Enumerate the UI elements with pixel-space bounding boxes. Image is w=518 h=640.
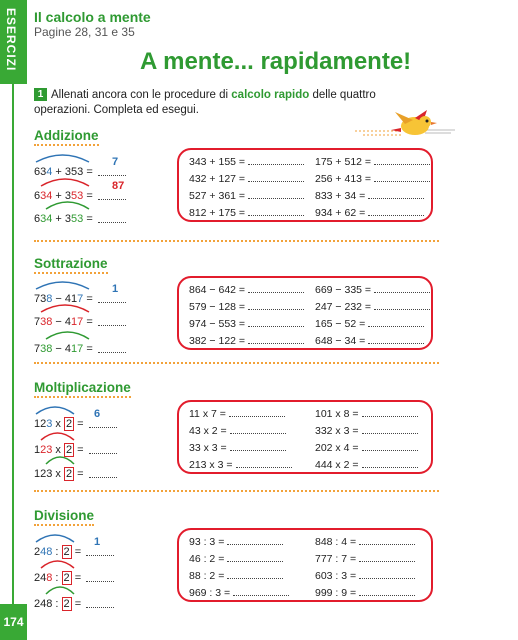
answer-blank[interactable]	[230, 426, 286, 434]
arc-arrow-icon	[34, 532, 134, 544]
operand-part: 2	[66, 418, 73, 430]
answer-blank[interactable]	[248, 285, 304, 293]
answer-blank[interactable]	[248, 302, 304, 310]
operator: −	[52, 293, 65, 305]
answer-blank[interactable]	[374, 174, 430, 182]
exercise-item	[315, 553, 415, 565]
answer-blank[interactable]	[374, 285, 430, 293]
exercise-expression: 444 x 2 =	[315, 459, 359, 471]
worked-example	[34, 458, 154, 480]
exercise-expression: 213 x 3 =	[189, 459, 233, 471]
operand-highlight: 7	[77, 293, 84, 305]
operator: −	[52, 316, 65, 328]
exercise-expression: 382 − 122 =	[189, 335, 246, 347]
operand-part: 248	[34, 598, 53, 610]
answer-blank[interactable]	[230, 443, 286, 451]
operator: :	[52, 546, 62, 558]
section-title-division: Divisione	[34, 508, 95, 523]
exercise-item	[315, 318, 424, 330]
equals-sign: =	[71, 572, 85, 584]
exercise-expression: 256 + 413 =	[315, 173, 372, 185]
example-answer: 7	[112, 156, 119, 168]
answer-blank[interactable]	[362, 426, 418, 434]
example-answer: 6	[94, 408, 101, 420]
answer-blank[interactable]	[248, 319, 304, 327]
answer-blank	[86, 546, 114, 556]
exercise-expression: 848 : 4 =	[315, 536, 357, 548]
answer-blank[interactable]	[227, 571, 283, 579]
operand-highlight: 17	[71, 343, 84, 355]
exercise-expression: 175 + 512 =	[315, 156, 372, 168]
operator: +	[52, 213, 65, 225]
operand-highlight: 23	[40, 444, 53, 456]
operator: +	[52, 166, 65, 178]
operand-part: 7	[34, 316, 41, 328]
operand-part: 3	[64, 213, 72, 225]
answer-blank[interactable]	[227, 554, 283, 562]
operand-part: 73	[34, 293, 47, 305]
exercise-expression: 247 − 232 =	[315, 301, 372, 313]
operator: x	[52, 444, 64, 456]
exercise-item	[189, 301, 304, 313]
exercise-item	[189, 408, 285, 420]
equals-sign: =	[74, 418, 87, 430]
section-divider	[34, 490, 439, 492]
operand-part: 2	[63, 572, 70, 584]
worked-example	[34, 588, 154, 610]
operator: :	[52, 598, 62, 610]
answer-blank[interactable]	[359, 537, 415, 545]
exercise-expression: 432 + 127 =	[189, 173, 246, 185]
operand-part: 7	[34, 343, 41, 355]
section-divider	[34, 362, 439, 364]
exercise-item	[189, 536, 283, 548]
exercise-item	[315, 459, 418, 471]
worked-example	[34, 434, 154, 456]
exercise-item	[315, 207, 424, 219]
example-answer: 1	[112, 283, 119, 295]
exercise-expression: 669 − 335 =	[315, 284, 372, 296]
exercise-expression: 527 + 361 =	[189, 190, 246, 202]
operand-highlight: 3	[46, 418, 53, 430]
operand-highlight: 34	[40, 190, 53, 202]
section-divider	[34, 240, 439, 242]
answer-blank	[98, 213, 126, 223]
operand-highlight: 53	[71, 190, 84, 202]
worked-example	[34, 408, 154, 430]
section-tab	[0, 0, 27, 84]
exercise-expression: 999 : 9 =	[315, 587, 357, 599]
operand-highlight: 34	[40, 213, 53, 225]
exercise-item	[315, 190, 424, 202]
exercise-item	[315, 156, 430, 168]
answer-blank[interactable]	[359, 554, 415, 562]
operand-part: 2	[65, 468, 73, 480]
side-bar	[0, 0, 27, 640]
operand-part: 6	[34, 213, 41, 225]
worked-example	[34, 306, 154, 328]
example-expression	[34, 572, 114, 584]
arc-arrow-icon	[34, 430, 134, 442]
instruction-highlight: calcolo rapido	[231, 89, 310, 101]
exercise-expression: 43 x 2 =	[189, 425, 227, 437]
exercise-item	[189, 173, 304, 185]
exercise-expression: 88 : 2 =	[189, 570, 225, 582]
section-tab-label: ESERCIZI	[4, 8, 18, 72]
answer-blank[interactable]	[248, 157, 304, 165]
operand-highlight: 17	[71, 316, 84, 328]
side-line	[12, 84, 14, 604]
operand-part: 4	[64, 316, 72, 328]
arc-arrow-icon	[34, 404, 134, 416]
section-title-subtraction: Sottrazione	[34, 256, 108, 271]
operand-highlight: 53	[71, 213, 84, 225]
operand-part: 1	[34, 444, 41, 456]
worked-example	[34, 562, 154, 584]
exercise-item	[315, 408, 418, 420]
answer-blank	[89, 418, 117, 428]
exercise-item	[315, 570, 415, 582]
answer-blank[interactable]	[374, 302, 430, 310]
exercise-expression: 833 + 34 =	[315, 190, 366, 202]
example-expression	[34, 418, 117, 430]
exercise-box	[177, 276, 433, 350]
equals-sign: =	[83, 293, 96, 305]
equals-sign: =	[74, 444, 87, 456]
equals-sign: =	[71, 598, 85, 610]
answer-blank[interactable]	[359, 571, 415, 579]
answer-blank	[98, 343, 126, 353]
exercise-item	[189, 284, 304, 296]
exercise-item	[189, 587, 289, 599]
equals-sign: =	[71, 546, 85, 558]
exercise-instruction	[34, 88, 394, 118]
page-reference: Pagine 28, 31 e 35	[34, 25, 135, 39]
operand-part: 6	[34, 190, 41, 202]
exercise-item	[315, 425, 418, 437]
operand-highlight: 4	[46, 166, 53, 178]
exercise-expression: 202 x 4 =	[315, 442, 359, 454]
answer-blank[interactable]	[368, 336, 424, 344]
exercise-expression: 864 − 642 =	[189, 284, 246, 296]
exercise-expression: 648 − 34 =	[315, 335, 366, 347]
exercise-expression: 579 − 128 =	[189, 301, 246, 313]
exercise-box	[177, 148, 433, 222]
exercise-item	[189, 459, 292, 471]
operand-part: 3	[64, 190, 72, 202]
example-expression	[34, 468, 117, 480]
answer-blank[interactable]	[248, 336, 304, 344]
answer-blank	[86, 572, 114, 582]
worked-example	[34, 156, 154, 178]
exercise-expression: 33 x 3 =	[189, 442, 227, 454]
operand-highlight: 38	[40, 343, 53, 355]
section-title-addition: Addizione	[34, 128, 99, 143]
operator: x	[52, 468, 64, 480]
exercise-item	[189, 425, 286, 437]
equals-sign: =	[83, 166, 96, 178]
operand-part: 2	[63, 546, 70, 558]
answer-blank[interactable]	[374, 157, 430, 165]
arc-arrow-icon	[34, 329, 134, 341]
exercise-expression: 777 : 7 =	[315, 553, 357, 565]
exercise-expression: 343 + 155 =	[189, 156, 246, 168]
example-expression	[34, 213, 126, 225]
operand-part: 12	[34, 418, 47, 430]
arc-arrow-icon	[34, 302, 134, 314]
exercise-number: 1	[34, 88, 47, 101]
exercise-item	[315, 173, 430, 185]
instruction-text-1: Allenati ancora con le procedure di	[51, 89, 232, 101]
example-expression	[34, 598, 114, 610]
exercise-expression: 165 − 52 =	[315, 318, 366, 330]
instruction-text-2: delle quattro operazioni. Completa ed esegui.	[34, 89, 376, 116]
answer-blank[interactable]	[229, 409, 285, 417]
exercise-item	[189, 442, 286, 454]
exercise-expression: 46 : 2 =	[189, 553, 225, 565]
exercise-item	[315, 536, 415, 548]
exercise-item	[189, 318, 304, 330]
operand-part: 2	[34, 546, 41, 558]
exercise-expression: 969 : 3 =	[189, 587, 231, 599]
exercise-item	[189, 570, 283, 582]
equals-sign: =	[83, 213, 96, 225]
operand-highlight: 8	[46, 572, 53, 584]
operator: x	[52, 418, 64, 430]
answer-blank[interactable]	[227, 537, 283, 545]
answer-blank[interactable]	[248, 174, 304, 182]
example-expression	[34, 316, 126, 328]
operand-part: 2	[66, 444, 73, 456]
answer-blank[interactable]	[248, 191, 304, 199]
operand-part: 2	[63, 598, 70, 610]
worked-example	[34, 536, 154, 558]
worked-example	[34, 203, 154, 225]
exercise-expression: 603 : 3 =	[315, 570, 357, 582]
exercise-item	[189, 553, 283, 565]
exercise-item	[189, 335, 304, 347]
operator: +	[52, 190, 65, 202]
answer-blank	[98, 316, 126, 326]
example-expression	[34, 546, 114, 558]
operand-highlight: 38	[40, 316, 53, 328]
answer-blank[interactable]	[362, 460, 418, 468]
operand-part: 24	[34, 572, 47, 584]
answer-blank[interactable]	[236, 460, 292, 468]
answer-blank[interactable]	[368, 208, 424, 216]
exercise-expression: 101 x 8 =	[315, 408, 359, 420]
arc-arrow-icon	[34, 152, 134, 164]
exercise-box	[177, 528, 433, 602]
equals-sign: =	[83, 190, 96, 202]
exercise-expression: 812 + 175 =	[189, 207, 246, 219]
chapter-title: Il calcolo a mente	[34, 9, 151, 25]
example-answer: 1	[94, 536, 101, 548]
answer-blank	[86, 598, 114, 608]
operand-part: 4	[64, 343, 72, 355]
worked-example	[34, 333, 154, 355]
answer-blank[interactable]	[233, 588, 289, 596]
answer-blank	[89, 468, 117, 478]
arc-arrow-icon	[34, 584, 134, 596]
exercise-item	[315, 587, 415, 599]
operand-part: 123	[34, 468, 53, 480]
answer-blank[interactable]	[368, 191, 424, 199]
page-number: 174	[0, 604, 27, 640]
answer-blank[interactable]	[248, 208, 304, 216]
answer-blank	[89, 444, 117, 454]
equals-sign: =	[83, 316, 96, 328]
answer-blank[interactable]	[359, 588, 415, 596]
example-answer: 87	[112, 180, 125, 192]
operand-part: 353	[64, 166, 84, 178]
exercise-item	[189, 190, 304, 202]
operator: :	[52, 572, 62, 584]
answer-blank[interactable]	[368, 319, 424, 327]
answer-blank[interactable]	[362, 409, 418, 417]
exercise-item	[189, 156, 304, 168]
equals-sign: =	[83, 343, 96, 355]
arc-arrow-icon	[34, 454, 134, 466]
exercise-expression: 974 − 553 =	[189, 318, 246, 330]
operand-highlight: 8	[46, 293, 53, 305]
exercise-expression: 11 x 7 =	[189, 408, 226, 420]
exercise-expression: 934 + 62 =	[315, 207, 366, 219]
arc-arrow-icon	[34, 558, 134, 570]
exercise-box	[177, 400, 433, 474]
arc-arrow-icon	[34, 279, 134, 291]
page-title: A mente... rapidamente!	[140, 48, 412, 75]
example-expression	[34, 343, 126, 355]
exercise-item	[315, 442, 418, 454]
arc-arrow-icon	[34, 199, 134, 211]
exercise-item	[315, 335, 424, 347]
bird-icon	[355, 104, 455, 144]
exercise-item	[189, 207, 304, 219]
exercise-expression: 93 : 3 =	[189, 536, 225, 548]
section-title-multiplication: Moltiplicazione	[34, 380, 131, 395]
operand-part: 63	[34, 166, 47, 178]
equals-sign: =	[74, 468, 87, 480]
exercise-expression: 332 x 3 =	[315, 425, 359, 437]
operand-part: 41	[64, 293, 78, 305]
exercise-item	[315, 284, 430, 296]
operator: −	[52, 343, 65, 355]
answer-blank[interactable]	[362, 443, 418, 451]
exercise-item	[315, 301, 430, 313]
operand-highlight: 48	[40, 546, 53, 558]
